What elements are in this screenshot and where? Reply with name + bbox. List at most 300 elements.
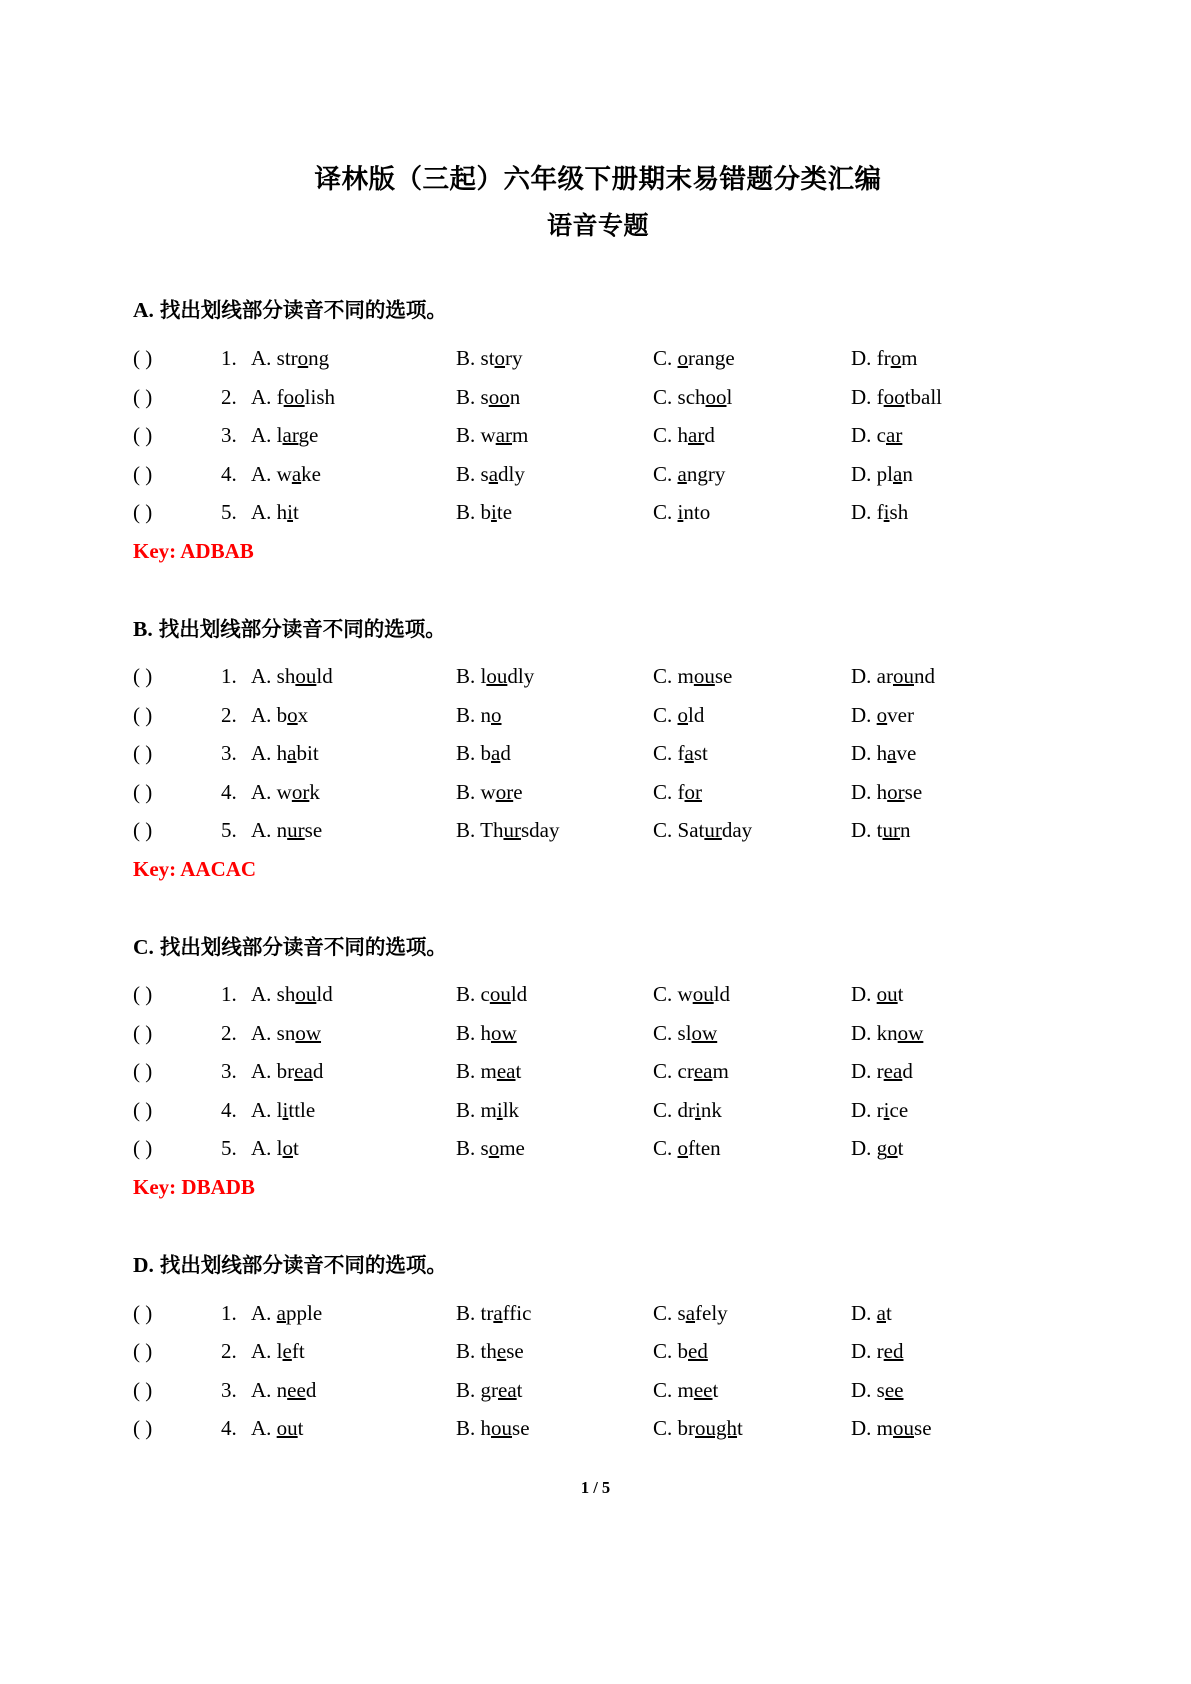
option-choice[interactable]: [653, 734, 851, 773]
option-choice[interactable]: [653, 455, 851, 494]
question-number: 2.: [221, 702, 237, 727]
option-choice[interactable]: [653, 657, 851, 696]
option-choice[interactable]: [456, 773, 653, 812]
option-word-prefix: b: [480, 741, 492, 766]
question-number: 1.: [221, 1300, 237, 1325]
option-word-suffix: sh: [889, 500, 909, 525]
option-choice[interactable]: [251, 1014, 456, 1053]
option-word-prefix: b: [480, 500, 492, 525]
option-choice[interactable]: [851, 339, 918, 378]
option-word-suffix: d: [312, 1059, 324, 1084]
option-word-prefix: pl: [876, 461, 894, 486]
question-row: [133, 1014, 1063, 1053]
question-number: 3.: [221, 423, 237, 448]
option-word-suffix: t: [712, 1377, 719, 1402]
option-choice[interactable]: [251, 734, 456, 773]
option-label: A.: [251, 1020, 272, 1045]
question-row: [133, 455, 1063, 494]
option-label: D.: [851, 1416, 872, 1441]
option-word-suffix: se: [506, 1339, 524, 1364]
option-label: D.: [851, 1097, 872, 1122]
answer-blank[interactable]: ( ): [133, 461, 153, 486]
option-choice[interactable]: [251, 378, 456, 417]
option-label: A.: [251, 346, 272, 371]
option-choice[interactable]: [851, 378, 942, 417]
option-choice[interactable]: [456, 1129, 653, 1168]
option-choice[interactable]: [851, 1409, 932, 1448]
option-label: B.: [456, 461, 476, 486]
answer-blank[interactable]: ( ): [133, 818, 153, 843]
option-word-suffix: nk: [700, 1097, 722, 1122]
page-number: 1 / 5: [580, 1478, 611, 1497]
section-letter: B.: [133, 616, 153, 641]
answer-blank[interactable]: ( ): [133, 500, 153, 525]
answer-blank[interactable]: ( ): [133, 1377, 153, 1402]
option-word-prefix: n: [276, 818, 288, 843]
option-choice[interactable]: [653, 1371, 851, 1410]
section-prompt: 找出划线部分读音不同的选项。: [158, 617, 446, 641]
option-word-prefix: sh: [276, 982, 296, 1007]
option-word-suffix: pple: [286, 1300, 323, 1325]
option-word-suffix: t: [516, 1377, 523, 1402]
option-label: C.: [653, 423, 673, 448]
option-word-suffix: ge: [298, 423, 319, 448]
option-choice[interactable]: [851, 657, 935, 696]
option-word-suffix: range: [688, 346, 735, 371]
answer-blank[interactable]: ( ): [133, 1300, 153, 1325]
option-word-underlined: a: [677, 461, 687, 486]
option-choice[interactable]: [851, 455, 913, 494]
option-label: A.: [251, 1416, 272, 1441]
option-word-underlined: o: [677, 702, 689, 727]
option-choice[interactable]: [251, 1371, 456, 1410]
option-choice[interactable]: [456, 1294, 653, 1333]
option-word-prefix: str: [276, 346, 298, 371]
option-choice[interactable]: [653, 1052, 851, 1091]
option-word-prefix: b: [276, 702, 288, 727]
option-word-underlined: ed: [688, 1339, 708, 1364]
option-label: C.: [653, 1339, 673, 1364]
option-choice[interactable]: [851, 1332, 904, 1371]
question-number: 1.: [221, 346, 237, 371]
option-word-underlined: ow: [295, 1020, 322, 1045]
option-word-prefix: gr: [480, 1377, 499, 1402]
option-choice[interactable]: [653, 696, 851, 735]
question-number: 5.: [221, 1136, 237, 1161]
option-word-suffix: day: [721, 818, 753, 843]
option-word-underlined: or: [495, 779, 514, 804]
option-choice[interactable]: [251, 1409, 456, 1448]
answer-blank[interactable]: ( ): [133, 384, 153, 409]
option-choice[interactable]: [851, 416, 902, 455]
answer-blank[interactable]: ( ): [133, 1136, 153, 1161]
option-word-underlined: i: [695, 1097, 701, 1122]
option-word-underlined: ou: [491, 1416, 513, 1441]
option-label: B.: [456, 1020, 476, 1045]
option-word-suffix: n: [900, 818, 911, 843]
option-choice[interactable]: [653, 1294, 851, 1333]
section-heading: [133, 295, 1063, 326]
option-choice[interactable]: [851, 1052, 913, 1091]
option-word-underlined: o: [297, 346, 309, 371]
page-title: 译林版（三起）六年级下册期末易错题分类汇编: [314, 164, 882, 194]
option-label: D.: [851, 346, 872, 371]
option-choice[interactable]: [851, 1091, 908, 1130]
option-choice[interactable]: [456, 1052, 653, 1091]
option-word-suffix: t: [737, 1416, 743, 1441]
option-choice[interactable]: [653, 811, 851, 850]
option-word-suffix: d: [902, 1059, 913, 1084]
option-word-underlined: i: [287, 500, 294, 525]
option-choice[interactable]: [251, 773, 456, 812]
option-choice[interactable]: [653, 1409, 851, 1448]
option-choice[interactable]: [653, 773, 851, 812]
option-word-underlined: ea: [883, 1059, 903, 1084]
question-row: [133, 1409, 1063, 1448]
option-word-prefix: w: [480, 779, 496, 804]
option-word-underlined: a: [276, 1300, 286, 1325]
option-label: A.: [251, 1300, 272, 1325]
option-label: B.: [456, 346, 476, 371]
option-word-suffix: ld: [316, 664, 333, 689]
option-choice[interactable]: [653, 378, 851, 417]
question-row: [133, 811, 1063, 850]
option-word-underlined: a: [887, 741, 897, 766]
option-word-suffix: te: [496, 500, 513, 525]
option-word-prefix: n: [276, 1377, 288, 1402]
option-choice[interactable]: [456, 1409, 653, 1448]
question-row: [133, 734, 1063, 773]
option-choice[interactable]: [851, 1014, 923, 1053]
option-word-prefix: w: [677, 982, 693, 1007]
option-word-prefix: sl: [677, 1020, 692, 1045]
option-word-prefix: Th: [480, 818, 504, 843]
option-word-prefix: fr: [876, 346, 891, 371]
option-choice[interactable]: [456, 734, 653, 773]
option-word-underlined: ou: [486, 664, 508, 689]
option-word-underlined: i: [282, 1097, 289, 1122]
option-label: A.: [251, 818, 272, 843]
option-word-underlined: a: [893, 461, 903, 486]
option-choice[interactable]: [251, 416, 456, 455]
option-word-prefix: w: [276, 461, 292, 486]
option-word-suffix: lk: [502, 1097, 520, 1122]
option-word-suffix: t: [897, 1136, 904, 1161]
option-word-suffix: se: [512, 1416, 530, 1441]
question-row: [133, 1129, 1063, 1168]
option-word-prefix: Sat: [677, 818, 705, 843]
option-word-suffix: se: [904, 779, 923, 804]
option-word-prefix: r: [876, 1339, 884, 1364]
option-choice[interactable]: [851, 811, 911, 850]
option-choice[interactable]: [456, 811, 653, 850]
option-label: D.: [851, 384, 872, 409]
option-choice[interactable]: [251, 1091, 456, 1130]
option-label: D.: [851, 1136, 872, 1161]
option-word-prefix: tr: [480, 1300, 494, 1325]
option-word-prefix: c: [876, 423, 886, 448]
option-word-underlined: o: [677, 346, 689, 371]
option-word-prefix: sh: [276, 664, 296, 689]
answer-blank[interactable]: ( ): [133, 1339, 153, 1364]
option-word-underlined: o: [890, 346, 902, 371]
option-label: B.: [456, 1097, 476, 1122]
option-choice[interactable]: [851, 975, 904, 1014]
option-label: C.: [653, 384, 673, 409]
answer-blank[interactable]: ( ): [133, 1020, 153, 1045]
option-label: B.: [456, 1136, 476, 1161]
option-label: A.: [251, 664, 272, 689]
option-choice[interactable]: [456, 657, 653, 696]
option-word-suffix: ffic: [502, 1300, 532, 1325]
option-word-suffix: me: [499, 1136, 525, 1161]
option-label: D.: [851, 664, 872, 689]
option-label: C.: [653, 1020, 673, 1045]
option-label: B.: [456, 702, 476, 727]
answer-blank[interactable]: ( ): [133, 702, 153, 727]
option-choice[interactable]: [653, 1129, 851, 1168]
option-label: A.: [251, 1136, 272, 1161]
option-word-prefix: m: [677, 664, 694, 689]
option-choice[interactable]: [851, 773, 922, 812]
option-choice[interactable]: [251, 1332, 456, 1371]
option-choice[interactable]: [851, 493, 908, 532]
option-choice[interactable]: [251, 339, 456, 378]
option-choice[interactable]: [851, 1294, 892, 1333]
option-word-underlined: ea: [693, 1059, 713, 1084]
option-word-underlined: ar: [495, 423, 513, 448]
option-choice[interactable]: [653, 1091, 851, 1130]
option-word-suffix: d: [704, 423, 715, 448]
question-row: [133, 339, 1063, 378]
option-word-underlined: ar: [886, 423, 903, 448]
option-word-suffix: ld: [510, 982, 528, 1007]
option-word-underlined: ou: [893, 1416, 915, 1441]
option-choice[interactable]: [251, 696, 456, 735]
option-word-underlined: ow: [691, 1020, 718, 1045]
option-choice[interactable]: [251, 455, 456, 494]
option-word-prefix: s: [480, 384, 489, 409]
option-word-underlined: i: [496, 1097, 503, 1122]
option-word-prefix: r: [876, 1097, 884, 1122]
option-word-prefix: f: [876, 384, 884, 409]
option-word-prefix: br: [677, 1416, 696, 1441]
option-label: A.: [251, 461, 272, 486]
option-word-suffix: k: [309, 779, 320, 804]
option-word-prefix: sn: [276, 1020, 296, 1045]
section-prompt: 找出划线部分读音不同的选项。: [159, 299, 447, 323]
option-word-underlined: o: [491, 702, 502, 727]
answer-blank[interactable]: ( ): [133, 779, 153, 804]
option-word-suffix: se: [714, 664, 733, 689]
option-word-underlined: a: [491, 741, 501, 766]
option-word-underlined: ou: [295, 982, 317, 1007]
option-word-underlined: ee: [884, 1377, 904, 1402]
option-choice[interactable]: [456, 455, 653, 494]
option-word-prefix: s: [677, 1300, 686, 1325]
exercise-section: [133, 295, 1063, 567]
option-label: A.: [251, 779, 272, 804]
answer-blank[interactable]: ( ): [133, 741, 153, 766]
option-word-suffix: n: [509, 384, 521, 409]
option-label: A.: [251, 1339, 272, 1364]
question-number: 3.: [221, 1059, 237, 1084]
option-word-underlined: a: [287, 741, 297, 766]
option-word-prefix: h: [276, 500, 288, 525]
option-word-suffix: se: [914, 1416, 932, 1441]
question-row: [133, 493, 1063, 532]
option-word-prefix: st: [480, 346, 495, 371]
option-choice[interactable]: [456, 1332, 653, 1371]
option-label: C.: [653, 1300, 673, 1325]
option-choice[interactable]: [653, 493, 851, 532]
option-choice[interactable]: [456, 975, 653, 1014]
option-label: C.: [653, 346, 673, 371]
question-number: 2.: [221, 384, 237, 409]
question-number: 1.: [221, 982, 237, 1007]
option-word-prefix: br: [276, 1059, 295, 1084]
option-choice[interactable]: [456, 416, 653, 455]
page-subtitle: 语音专题: [546, 213, 649, 241]
answer-blank[interactable]: ( ): [133, 982, 153, 1007]
option-choice[interactable]: [851, 734, 916, 773]
option-word-underlined: oo: [283, 384, 305, 409]
option-label: C.: [653, 1416, 673, 1441]
option-word-underlined: oo: [488, 384, 510, 409]
answer-blank[interactable]: ( ): [133, 346, 153, 371]
answer-blank[interactable]: ( ): [133, 664, 153, 689]
option-label: C.: [653, 1136, 673, 1161]
option-word-underlined: i: [883, 1097, 890, 1122]
section-heading: [133, 1250, 1063, 1281]
option-label: D.: [851, 779, 872, 804]
option-label: B.: [456, 818, 476, 843]
option-choice[interactable]: [456, 696, 653, 735]
option-label: A.: [251, 1059, 272, 1084]
option-word-underlined: ou: [693, 664, 715, 689]
option-choice[interactable]: [251, 811, 456, 850]
option-choice[interactable]: [851, 696, 914, 735]
option-word-prefix: sch: [677, 384, 706, 409]
option-word-underlined: ea: [496, 1059, 516, 1084]
option-word-suffix: t: [297, 1416, 304, 1441]
option-choice[interactable]: [251, 493, 456, 532]
option-word-underlined: o: [677, 1136, 689, 1161]
option-word-prefix: l: [276, 423, 283, 448]
answer-blank[interactable]: ( ): [133, 1059, 153, 1084]
option-word-prefix: h: [677, 423, 689, 448]
question-row: [133, 657, 1063, 696]
option-word-suffix: ttle: [288, 1097, 316, 1122]
option-word-suffix: nd: [914, 664, 935, 689]
option-word-suffix: ve: [896, 741, 917, 766]
option-word-underlined: o: [282, 1136, 294, 1161]
option-word-suffix: se: [304, 818, 323, 843]
option-label: C.: [653, 500, 673, 525]
question-row: [133, 378, 1063, 417]
option-choice[interactable]: [251, 657, 456, 696]
option-word-suffix: lish: [304, 384, 336, 409]
question-row: [133, 773, 1063, 812]
option-choice[interactable]: [456, 1371, 653, 1410]
option-word-suffix: t: [293, 1136, 299, 1161]
option-choice[interactable]: [653, 339, 851, 378]
sections-container: [133, 295, 1063, 1447]
option-word-prefix: th: [480, 1339, 497, 1364]
option-word-prefix: f: [276, 384, 284, 409]
answer-key: Key: DBADB: [133, 1174, 255, 1199]
exercise-section: [133, 614, 1063, 886]
option-label: D.: [851, 1339, 872, 1364]
exercise-section: [133, 932, 1063, 1204]
option-choice[interactable]: [653, 1014, 851, 1053]
option-choice[interactable]: [456, 1014, 653, 1053]
option-label: D.: [851, 1020, 872, 1045]
option-choice[interactable]: [851, 1129, 904, 1168]
option-word-suffix: e: [513, 779, 523, 804]
option-word-suffix: t: [897, 982, 904, 1007]
option-choice[interactable]: [456, 1091, 653, 1130]
question-number: 4.: [221, 461, 237, 486]
option-word-suffix: ft: [291, 1339, 305, 1364]
answer-blank[interactable]: ( ): [133, 1097, 153, 1122]
option-word-underlined: or: [291, 779, 310, 804]
question-number: 1.: [221, 664, 237, 689]
option-choice[interactable]: [251, 1129, 456, 1168]
answer-blank[interactable]: ( ): [133, 1416, 153, 1441]
question-number: 5.: [221, 500, 237, 525]
option-word-prefix: dr: [677, 1097, 696, 1122]
option-word-underlined: ea: [294, 1059, 313, 1084]
exercise-section: [133, 1250, 1063, 1448]
question-number: 3.: [221, 1377, 237, 1402]
option-word-suffix: ld: [688, 702, 705, 727]
option-word-suffix: ver: [887, 702, 914, 727]
option-word-underlined: ou: [893, 664, 914, 689]
option-word-underlined: o: [287, 702, 298, 727]
option-word-underlined: ea: [498, 1377, 517, 1402]
option-word-prefix: s: [480, 1136, 489, 1161]
section-prompt: 找出划线部分读音不同的选项。: [159, 935, 447, 959]
option-word-suffix: d: [305, 1377, 317, 1402]
option-label: B.: [456, 500, 476, 525]
option-label: A.: [251, 741, 272, 766]
option-word-prefix: f: [677, 741, 685, 766]
option-choice[interactable]: [456, 339, 653, 378]
option-choice[interactable]: [653, 975, 851, 1014]
option-label: B.: [456, 1339, 476, 1364]
option-choice[interactable]: [456, 493, 653, 532]
option-label: D.: [851, 423, 872, 448]
question-number: 2.: [221, 1339, 237, 1364]
answer-blank[interactable]: ( ): [133, 423, 153, 448]
option-word-underlined: ou: [295, 664, 317, 689]
option-choice[interactable]: [851, 1371, 904, 1410]
option-word-underlined: ur: [704, 818, 722, 843]
option-choice[interactable]: [653, 1332, 851, 1371]
option-word-prefix: l: [276, 1097, 283, 1122]
option-label: D.: [851, 500, 872, 525]
option-label: B.: [456, 1059, 476, 1084]
option-choice[interactable]: [251, 975, 456, 1014]
option-choice[interactable]: [456, 378, 653, 417]
option-choice[interactable]: [653, 416, 851, 455]
question-number: 4.: [221, 1097, 237, 1122]
option-word-suffix: ld: [713, 982, 731, 1007]
option-choice[interactable]: [251, 1052, 456, 1091]
option-choice[interactable]: [251, 1294, 456, 1333]
answer-key: Key: AACAC: [133, 856, 257, 881]
